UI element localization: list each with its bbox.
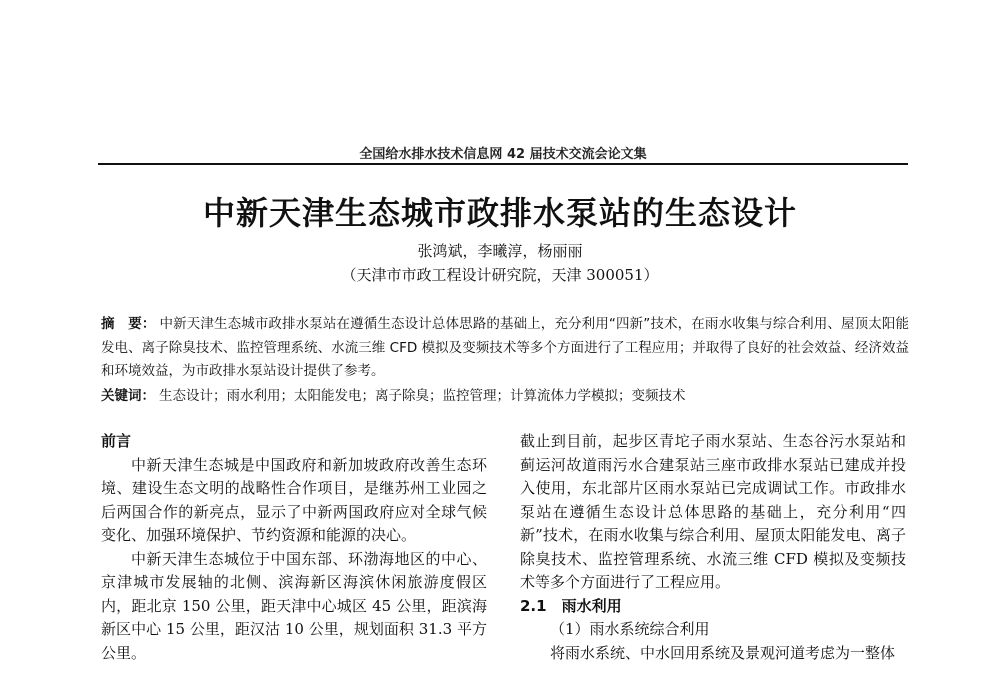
abstract — [101, 313, 909, 384]
paragraph: 中新天津生态城是中国政府和新加坡政府改善生态环境、建设生态文明的战略性合作项目，是继苏州工业园之后两国合作的新亮点，显示了中新两国政府应对全球气候变化、加强环境保护、节约资源和能源的决心。 — [101, 455, 487, 544]
paragraph: 将雨水系统、中水回用系统及景观河道考虑为一整体 — [550, 643, 896, 662]
abstract-label: 摘 要： — [101, 316, 156, 332]
subsection-heading: （1）雨水系统综合利用 — [550, 620, 710, 638]
paragraph: 中新天津生态城位于中国东部、环渤海地区的中心、京津城市发展轴的北侧、滨海新区海滨休闲旅游度假区内，距北京 150 公里，距天津中心城区 45 公里，距滨海新区中心 15 公里，距汉沽 10 公里，规划面积 31.3 平方公里。 — [101, 549, 487, 662]
header-rule — [98, 163, 908, 165]
section-heading-rainwater: 2.1 雨水利用 — [520, 596, 622, 615]
paper-affiliation: （天津市市政工程设计研究院，天津 300051） — [341, 266, 659, 284]
keywords-label: 关键词： — [101, 388, 155, 404]
left-column — [101, 430, 487, 665]
right-column — [520, 430, 906, 665]
paragraph: 截止到目前，起步区青坨子雨水泵站、生态谷污水泵站和蓟运河故道雨污水合建泵站三座市政排水泵站已建成并投入使用，东北部片区雨水泵站已完成调试工作。市政排水泵站在遵循生态设计总体思路的基础上，充分利用“四新”技术，在雨水收集与综合利用、屋顶太阳能发电、离子除臭技术、监控管理系统、水流三维 CFD 模拟及变频技术等多个方面进行了工程应用。 — [520, 432, 906, 591]
running-header: 全国给水排水技术信息网 42 届技术交流会论文集 — [359, 147, 647, 162]
paper-authors: 张鸿斌，李曦淳，杨丽丽 — [417, 242, 583, 260]
paper-title: 中新天津生态城市政排水泵站的生态设计 — [202, 194, 797, 232]
abstract-text: 中新天津生态城市政排水泵站在遵循生态设计总体思路的基础上，充分利用“四新”技术，在雨水收集与综合利用、屋顶太阳能发电、离子除臭技术、监控管理系统、水流三维 CFD 模拟及变频技术等多个方面进行了工程应用；并取得了良好的社会效益、经济效益和环境效益，为市政排水泵站设计提供了参考。 — [101, 316, 909, 379]
keywords — [101, 386, 909, 406]
section-heading-preface: 前言 — [101, 432, 132, 450]
keywords-text: 生态设计；雨水利用；太阳能发电；离子除臭；监控管理；计算流体力学模拟；变频技术 — [159, 388, 686, 404]
